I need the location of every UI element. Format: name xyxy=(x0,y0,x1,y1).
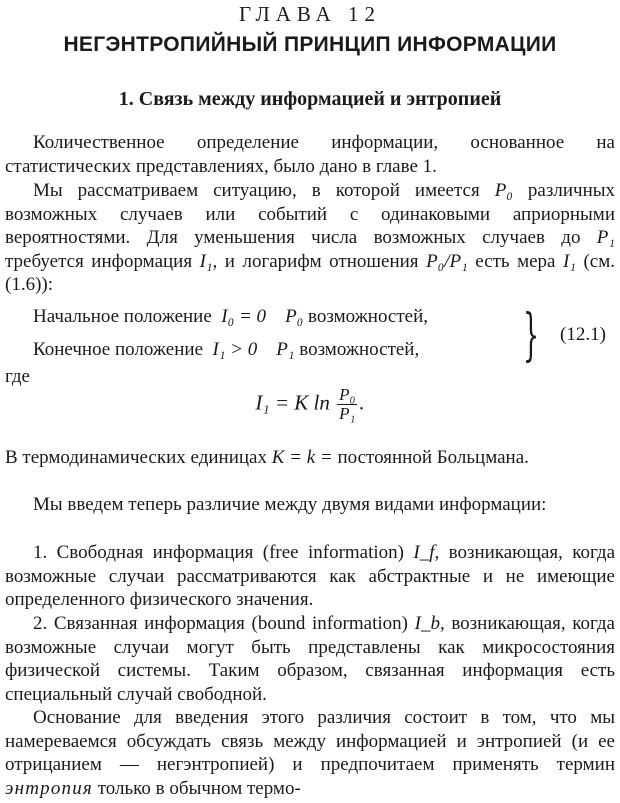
formula-lhs: I₁ = K ln xyxy=(255,390,330,415)
symbol-i1-measure: I₁ xyxy=(563,250,576,272)
item2-part-a: 2. Связанная информация (bound information) xyxy=(33,613,408,634)
p3-formula: K = k = xyxy=(271,447,333,468)
symbol-i1: I₁ xyxy=(199,250,213,272)
row2-label: Конечное положение xyxy=(33,339,203,360)
p2-part-c: требуется информация xyxy=(5,250,193,272)
row2-end: возможностей, xyxy=(299,339,420,360)
row1-equation: I₀ = 0 xyxy=(221,306,267,327)
paragraph-4-text: Мы введем теперь различие между двумя видами информации: xyxy=(33,494,547,515)
chapter-title: НЕГЭНТРОПИЙНЫЙ ПРИНЦИП ИНФОРМАЦИИ xyxy=(63,33,557,56)
section-title: 1. Связь между информацией и энтропией xyxy=(118,88,502,110)
paragraph-2 xyxy=(5,179,615,297)
p2-part-a: Мы рассматриваем ситуацию, в которой имеется xyxy=(33,180,480,201)
row2-equation: I₁ > 0 xyxy=(212,339,258,360)
p2-part-e: есть мера xyxy=(475,250,556,272)
p5-part-c: только в обычном термо- xyxy=(97,777,301,799)
p2-part-b: различных возможных случаев или событий с одинаковыми априорными вероятностями. Для уменьшения числа возможных случаев до xyxy=(5,180,615,248)
row1-label: Начальное положение xyxy=(33,306,212,327)
where-word: где xyxy=(5,366,30,387)
item-1 xyxy=(5,541,615,612)
paragraph-3 xyxy=(5,446,615,470)
fraction-numerator: P₀ xyxy=(339,385,356,404)
p2-part-d: , и логарифм отношения xyxy=(212,250,419,272)
row1-p: P₀ xyxy=(285,306,304,327)
formula-tail: . xyxy=(359,390,365,415)
item-2 xyxy=(5,612,615,706)
paragraph-2-text xyxy=(5,179,615,297)
symbol-p1: P₁ xyxy=(596,227,615,248)
paragraph-1 xyxy=(5,131,615,178)
item-2-text xyxy=(5,612,615,706)
equation-number: (12.1) xyxy=(560,324,606,345)
p3-part-a: В термодинамических единицах xyxy=(5,447,267,468)
row2-p: P₁ xyxy=(276,339,295,360)
fraction-denominator: P₁ xyxy=(339,404,356,423)
item1-part-b: , возникающая, когда возможные случаи рассматриваются как абстрактные и не имеющие определенного физического значения. xyxy=(5,542,616,610)
item-1-text xyxy=(5,541,615,612)
p5-term-entropy: энтропия xyxy=(5,777,93,799)
formula-fraction xyxy=(337,386,357,423)
p3-part-c: постоянной Больцмана. xyxy=(337,447,529,468)
row1-end: возможностей, xyxy=(308,306,429,327)
symbol-if: I_f xyxy=(413,542,435,563)
symbol-ratio: P₀/P₁ xyxy=(426,250,468,272)
paragraph-1-text: Количественное определение информации, основанное на статистических представлениях, было дано в главе 1. xyxy=(5,132,615,177)
main-formula xyxy=(0,386,620,423)
item1-part-a: 1. Свободная информация (free information) xyxy=(33,542,405,563)
chapter-label: ГЛАВА 12 xyxy=(238,2,382,26)
paragraph-4 xyxy=(5,493,615,517)
paragraph-3-text xyxy=(5,446,615,470)
formula-row-initial xyxy=(33,306,428,328)
p2-part-f: (см. (1.6)): xyxy=(5,250,616,295)
right-brace: } xyxy=(523,303,540,368)
item2-part-b: , возникающая, когда возможные случаи могут быть представлены как микросостояния физической системы. Таким образом, связанная информация есть специальный случай свободной. xyxy=(5,613,615,705)
formula-system xyxy=(33,303,613,370)
p5-part-a: Основание для введения этого различия состоит в том, что мы намереваемся обсуждать связь между информацией и энтропией (и ее отрицанием — негэнтропией) и предпочитаем применять термин xyxy=(5,707,615,775)
paragraph-5 xyxy=(5,706,615,800)
formula-row-final xyxy=(33,339,419,361)
symbol-ib: I_b xyxy=(414,613,440,634)
symbol-p0: P₀ xyxy=(494,180,513,201)
paragraph-5-text xyxy=(5,706,615,800)
